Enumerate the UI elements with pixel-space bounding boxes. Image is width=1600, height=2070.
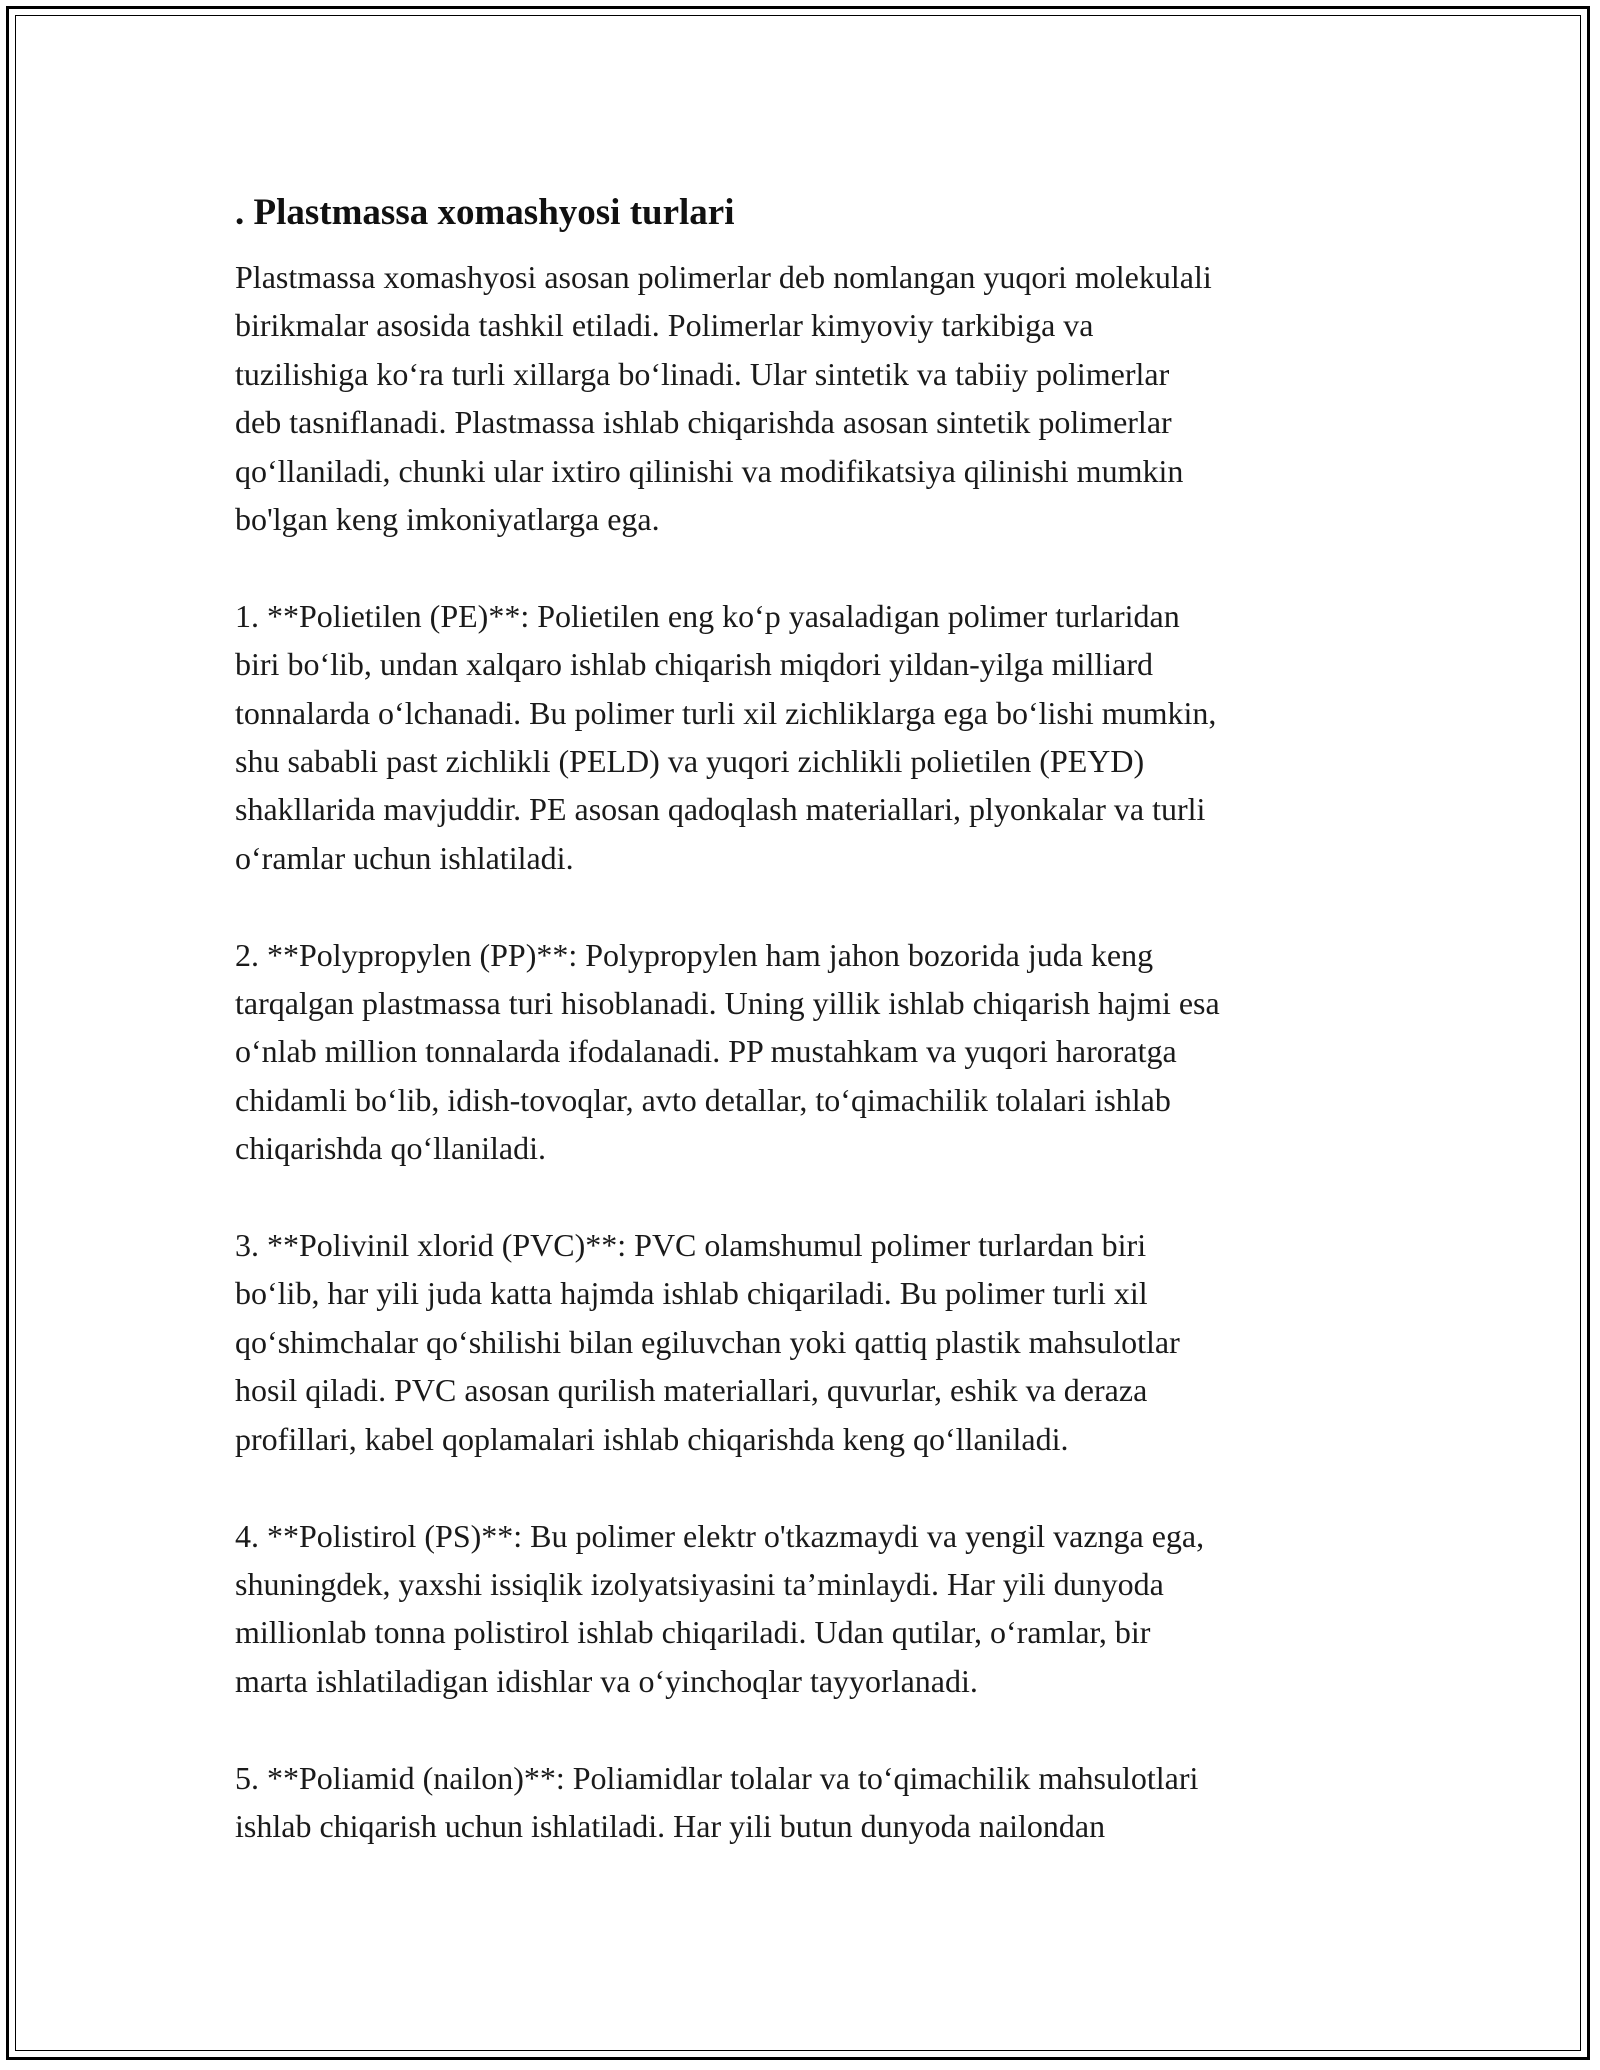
text-line: Plastmassa xomashyosi asosan polimerlar deb nomlangan yuqori molekulali — [235, 259, 1212, 295]
text-line: shuningdek, yaxshi issiqlik izolyatsiyasini taʼminlaydi. Har yili dunyoda — [235, 1565, 1164, 1602]
text-line: oʻnlab million tonnalarda ifodalanadi. PP mustahkam va yuqori haroratga — [235, 1033, 1177, 1070]
text-line: shakllarida mavjuddir. PE asosan qadoqlash materiallari, plyonkalar va turli — [235, 791, 1206, 828]
text-line: 1. **Polietilen (PE)**: Polietilen eng koʻp yasaladigan polimer turlaridan — [235, 597, 1180, 634]
text-line: 4. **Polistirol (PS)**: Bu polimer elektr o'tkazmaydi va yengil vaznga ega, — [235, 1517, 1205, 1554]
text-line: tarqalgan plastmassa turi hisoblanadi. Uning yillik ishlab chiqarish hajmi esa — [235, 985, 1220, 1022]
paragraph-polypropylen — [235, 931, 1385, 1173]
text-line: shu sababli past zichlikli (PELD) va yuqori zichlikli polietilen (PEYD) — [235, 743, 1145, 780]
text-line: millionlab tonna polistirol ishlab chiqariladi. Udan qutilar, oʻramlar, bir — [235, 1614, 1151, 1651]
paragraph-polistirol — [235, 1512, 1385, 1706]
paragraph-intro — [235, 253, 1385, 543]
text-line: chiqarishda qoʻllaniladi. — [235, 1130, 547, 1167]
text-line: bo'lgan keng imkoniyatlarga ega. — [235, 501, 660, 538]
document-title: . Plastmassa xomashyosi turlari — [235, 192, 735, 233]
text-line: qoʻshimchalar qoʻshilishi bilan egiluvchan yoki qattiq plastik mahsulotlar — [235, 1323, 1180, 1360]
text-line: birikmalar asosida tashkil etiladi. Polimerlar kimyoviy tarkibiga va — [235, 307, 1094, 344]
text-line: marta ishlatiladigan idishlar va oʻyinchoqlar tayyorlanadi. — [235, 1662, 978, 1699]
text-line: tonnalarda oʻlchanadi. Bu polimer turli xil zichliklarga ega boʻlishi mumkin, — [235, 694, 1217, 731]
text-line: profillari, kabel qoplamalari ishlab chiqarishda keng qoʻllaniladi. — [235, 1420, 1069, 1457]
text-line: biri boʻlib, undan xalqaro ishlab chiqarish miqdori yildan-yilga milliard — [235, 646, 1154, 683]
text-line: 3. **Polivinil xlorid (PVC)**: PVC olamshumul polimer turlardan biri — [235, 1227, 1147, 1264]
document-body — [235, 185, 1385, 1850]
text-line: deb tasniflanadi. Plastmassa ishlab chiqarishda asosan sintetik polimerlar — [235, 404, 1172, 441]
text-line: 5. **Poliamid (nailon)**: Poliamidlar tolalar va toʻqimachilik mahsulotlari — [235, 1759, 1199, 1796]
paragraph-pvc — [235, 1221, 1385, 1463]
text-line: 2. **Polypropylen (PP)**: Polypropylen ham jahon bozorida juda keng — [235, 936, 1154, 973]
text-line: oʻramlar uchun ishlatiladi. — [235, 839, 574, 876]
text-line: tuzilishiga koʻra turli xillarga boʻlinadi. Ular sintetik va tabiiy polimerlar — [235, 355, 1170, 392]
paragraph-polietilen — [235, 592, 1385, 882]
paragraph-poliamid — [235, 1754, 1385, 1851]
text-line: ishlab chiqarish uchun ishlatiladi. Har yili butun dunyoda nailondan — [235, 1807, 1106, 1844]
text-line: qoʻllaniladi, chunki ular ixtiro qilinishi va modifikatsiya qilinishi mumkin — [235, 452, 1184, 489]
text-line: hosil qiladi. PVC asosan qurilish materiallari, quvurlar, eshik va deraza — [235, 1372, 1148, 1409]
text-line: chidamli boʻlib, idish-tovoqlar, avto detallar, toʻqimachilik tolalari ishlab — [235, 1081, 1171, 1118]
text-line: boʻlib, har yili juda katta hajmda ishlab chiqariladi. Bu polimer turli xil — [235, 1275, 1148, 1312]
